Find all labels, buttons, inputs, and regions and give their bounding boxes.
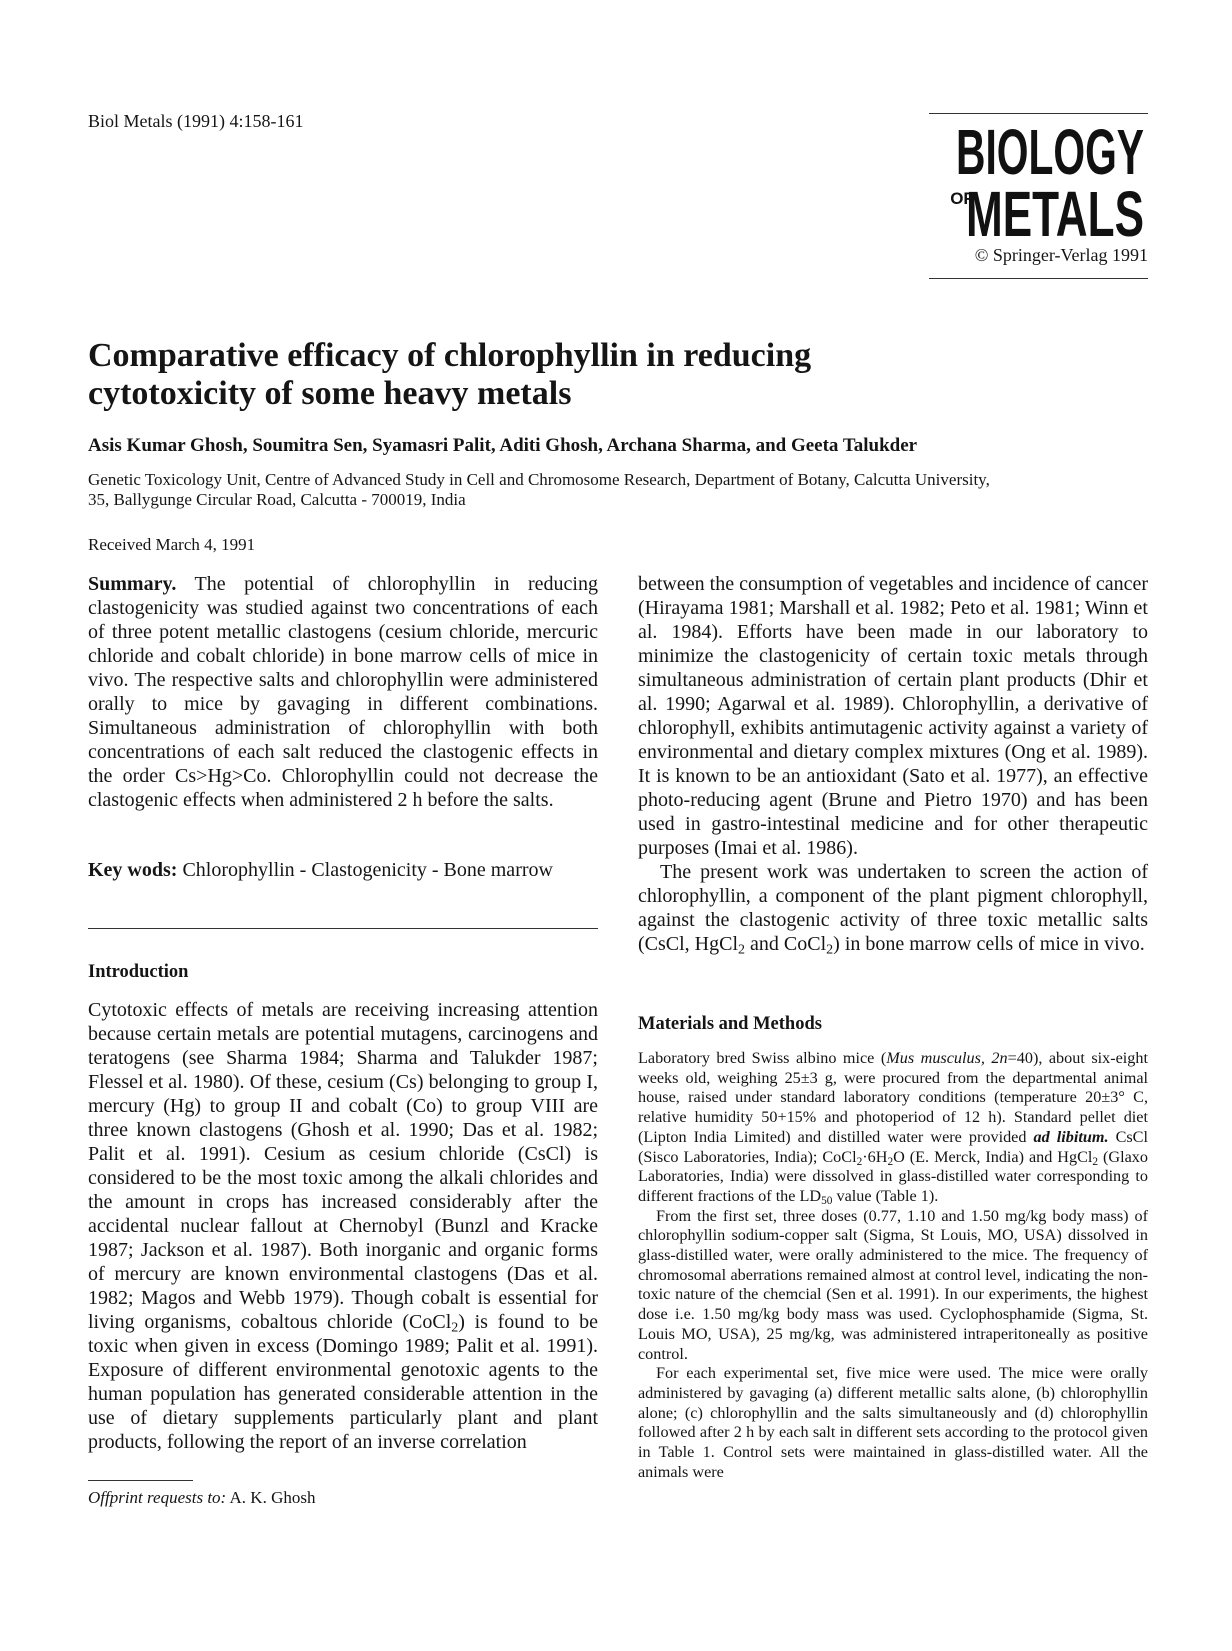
- methods-p1-g: value (Table 1).: [832, 1186, 939, 1205]
- methods-paragraph-3: For each experimental set, five mice were used. The mice were orally administered by gavaging (a) different metallic salts alone, (b) chlorophyllin alone; (c) chlorophyllin and the salts simultaneously and (d) chlorophyllin followed after 2 h by each salt in different sets according to the protocol given in Table 1. Control sets were maintained in glass-distilled water. All the animals were: [638, 1364, 1148, 1481]
- keywords-label: Key wods:: [88, 859, 178, 881]
- journal-citation: Biol Metals (1991) 4:158-161: [88, 111, 304, 131]
- methods-p1-e: O (E. Merck, India) and HgCl: [893, 1147, 1093, 1166]
- title-line-2: cytotoxicity of some heavy metals: [88, 375, 572, 412]
- introduction-text: [88, 998, 598, 1454]
- intro-continued-paragraph: between the consumption of vegetables and incidence of cancer (Hirayama 1981; Marshall et al. 1982; Peto et al. 1981; Winn et al. 1984). Efforts have been made in our laboratory to minimize the clastogenicity of certain toxic metals through simultaneous administration of certain plant products (Dhir et al. 1990; Agarwal et al. 1989). Chlorophyllin, a derivative of chlorophyll, exhibits antimutagenic activity against a variety of environmental and dietary complex mixtures (Ong et al. 1989). It is known to be an antioxidant (Sato et al. 1977), an effective photo-reducing agent (Brune and Pietro 1970) and has been used in gastro-intestinal medicine and for other therapeutic purposes (Imai et al. 1986).: [638, 573, 1148, 859]
- methods-text: [638, 1049, 1148, 1482]
- logo-rule-top: [929, 113, 1148, 114]
- methods-sub-4: 50: [821, 1194, 833, 1207]
- journal-logo-biology: [926, 116, 1148, 182]
- footnote-label: Offprint requests to:: [88, 1488, 227, 1507]
- logo-text-of: OF: [950, 189, 974, 208]
- logo-text-biology: BIOLOGY: [956, 116, 1144, 182]
- intro-text-part-a: Cytotoxic effects of metals are receiving increasing attention because certain metals are potential mutagens, carcinogens and teratogens (see Sharma 1984; Sharma and Talukder 1987; Flessel et al. 1980). Of these, cesium (Cs) belonging to group I, mercury (Hg) to group II and cobalt (Co) to group VIII are three known clastogens (Ghosh et al. 1990; Das et al. 1982; Palit et al. 1991). Cesium as cesium chloride (CsCl) is considered to be the most toxic among the alkali chlorides and the amount in crops has increased considerably after the accidental nuclear fallout at Chernobyl (Bunzl and Kracke 1987; Jackson et al. 1987). Both inorganic and organic forms of mercury are known environmental clastogens (Das et al. 1982; Magos and Webb 1979). Though cobalt is essential for living organisms, cobaltous chloride (CoCl: [88, 999, 598, 1333]
- received-date: Received March 4, 1991: [88, 535, 256, 554]
- methods-paragraph-2: From the first set, three doses (0.77, 1.10 and 1.50 mg/kg body mass) of chlorophyllin sodium-copper salt (Sigma, St Louis, MO, USA) dissolved in glass-distilled water, were orally administered to the mice. The frequency of chromosomal aberrations remained almost at control level, indicating the non-toxic nature of the chemcial (Sen et al. 1991). In our experiments, the highest dose i.e. 1.50 mg/kg body mass was used. Cyclophosphamide (Sigma, St. Louis MO, USA), 25 mg/kg, was administered intraperitoneally as positive control.: [638, 1206, 1148, 1363]
- logo-rule-bottom: [929, 278, 1148, 279]
- article-title: [88, 337, 988, 413]
- intro-text-part-b: ) is found to be toxic when given in excess (Domingo 1989; Palit et al. 1991). Exposure of different environmental genotoxic agents to the human population has generated considerable attention in the use of dietary supplements particularly plant and plant products, following the report of an inverse correlation: [88, 1311, 598, 1453]
- logo-text-metals: METALS: [966, 178, 1144, 244]
- methods-ad-libitum: ad libitum.: [1033, 1127, 1109, 1146]
- journal-logo-metals: [926, 178, 1148, 244]
- introduction-continued: [638, 572, 1148, 956]
- section-divider: [88, 928, 598, 929]
- methods-sub-3: 2: [1092, 1155, 1099, 1168]
- affiliation-line-1: Genetic Toxicology Unit, Centre of Advanced Study in Cell and Chromosome Research, Department of Botany, Calcutta University,: [88, 470, 990, 489]
- methods-paragraph-1: [638, 1049, 1148, 1207]
- keywords-block: [88, 858, 598, 882]
- intro-subscript: 2: [451, 1320, 459, 1336]
- intro-p2-part-a: The present work was undertaken to screen the action of chlorophyllin, a component of the plant pigment chlorophyll, against the clastogenic activity of three toxic metallic salts (CsCl, HgCl: [638, 861, 1148, 955]
- footnote-text: A. K. Ghosh: [226, 1488, 316, 1507]
- affiliation-line-2: 35, Ballygunge Circular Road, Calcutta - 700019, India: [88, 490, 466, 509]
- methods-p1-d: ·6H: [862, 1147, 888, 1166]
- intro-p2-sub-2: 2: [826, 942, 834, 958]
- methods-species: Mus musculus, 2n: [886, 1049, 1008, 1067]
- summary-block: [88, 572, 598, 812]
- affiliation: [88, 470, 1148, 510]
- intro-paragraph-2: [638, 860, 1148, 956]
- author-list: Asis Kumar Ghosh, Soumitra Sen, Syamasri Palit, Aditi Ghosh, Archana Sharma, and Geeta Talukder: [88, 435, 918, 456]
- footnote: [88, 1488, 315, 1508]
- copyright-notice: © Springer-Verlag 1991: [974, 245, 1148, 265]
- keywords-text: Chlorophyllin - Clastogenicity - Bone marrow: [177, 859, 553, 881]
- summary-text: The potential of chlorophyllin in reducing clastogenicity was studied against two concentrations of each of three potent metallic clastogens (cesium chloride, mercuric chloride and cobalt chloride) in bone marrow cells of mice in vivo. The respective salts and chlorophyllin were administered orally to mice by gavaging in different combinations. Simultaneous administration of chlorophyllin with both concentrations of each salt reduced the clastogenic effects in the order Cs>Hg>Co. Chlorophyllin could not decrease the clastogenic effects when administered 2 h before the salts.: [88, 573, 598, 811]
- footnote-rule: [88, 1480, 193, 1481]
- methods-p1-f: (Glaxo Laboratories, India) were dissolved in glass-distilled water corresponding to different fractions of the LD: [638, 1147, 1148, 1205]
- methods-p1-b: =40), about six-eight weeks old, weighing 25±3 g, were procured from the departmental animal house, raised under standard laboratory conditions (temperature 20±3° C, relative humidity 50+15% and photoperiod of 12 h). Standard pellet diet (Lipton India Limited) and distilled water were provided: [638, 1049, 1148, 1146]
- introduction-heading: Introduction: [88, 962, 189, 982]
- methods-p1-a: Laboratory bred Swiss albino mice (: [638, 1049, 887, 1067]
- methods-sub-2: 2: [887, 1155, 894, 1168]
- title-line-1: Comparative efficacy of chlorophyllin in reducing: [88, 337, 812, 374]
- methods-sub-1: 2: [856, 1155, 863, 1168]
- intro-p2-sub-1: 2: [738, 942, 746, 958]
- methods-p1-c: CsCl (Sisco Laboratories, India); CoCl: [638, 1127, 1148, 1166]
- intro-p2-part-b: and CoCl: [745, 933, 827, 955]
- summary-label: Summary.: [88, 573, 177, 595]
- intro-p2-part-c: ) in bone marrow cells of mice in vivo.: [833, 933, 1145, 955]
- methods-heading: Materials and Methods: [638, 1014, 822, 1034]
